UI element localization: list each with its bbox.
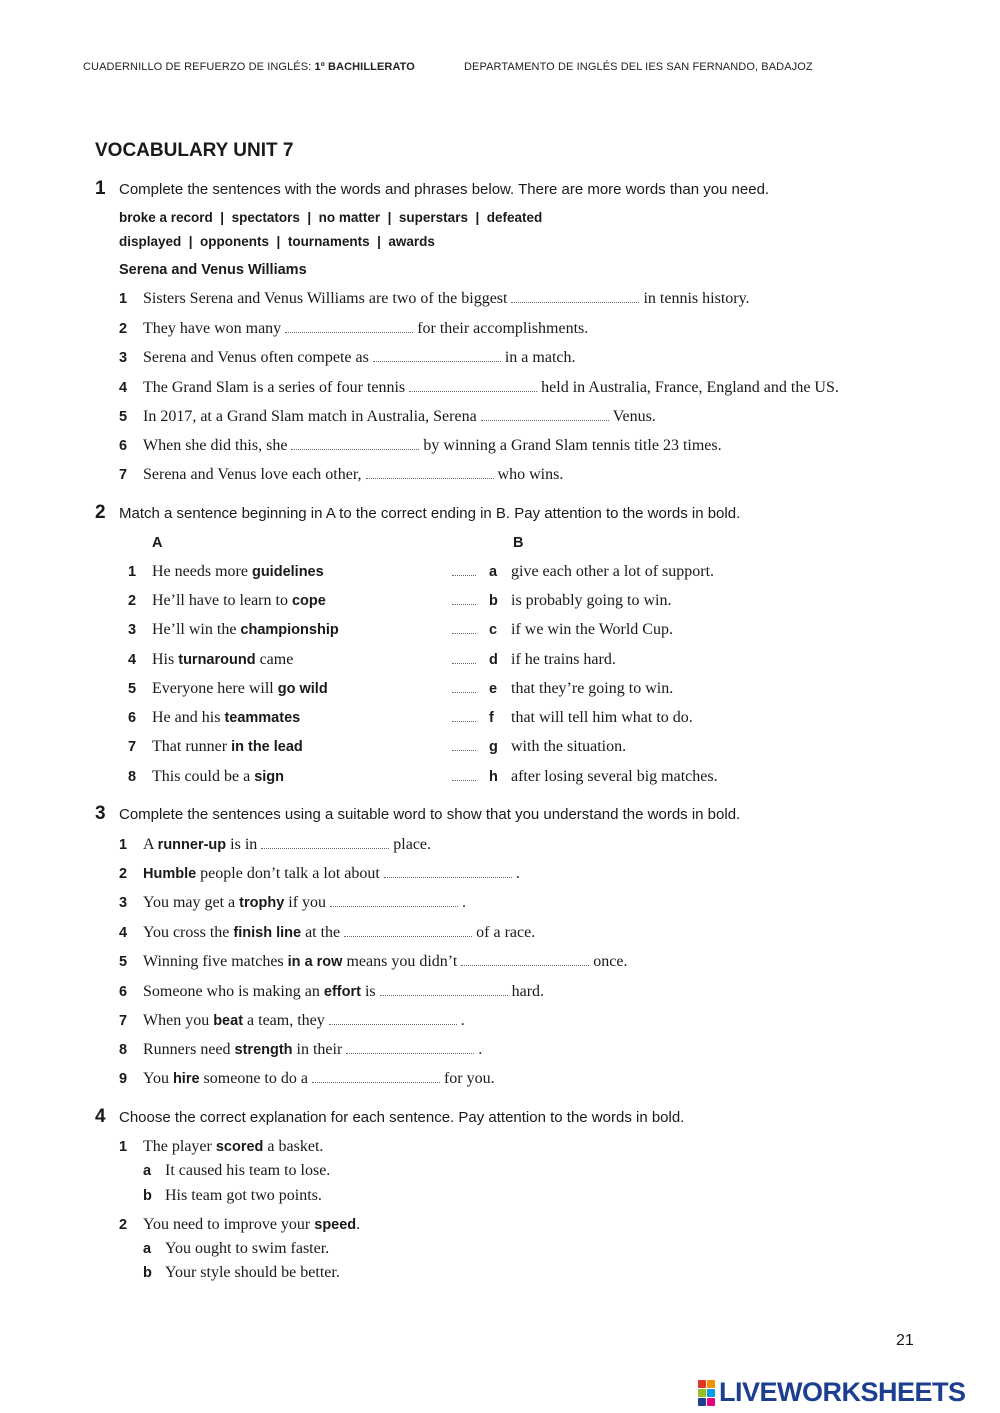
ex3-item: 8 Runners need strength in their . bbox=[119, 1041, 483, 1058]
page-title: VOCABULARY UNIT 7 bbox=[95, 140, 294, 161]
match-blank[interactable] bbox=[452, 750, 476, 751]
exercise-4-number: 4 bbox=[95, 1106, 106, 1127]
exercise-1-subtitle: Serena and Venus Williams bbox=[119, 262, 307, 278]
ex2-ending: g with the situation. bbox=[489, 738, 627, 755]
answer-blank[interactable] bbox=[380, 994, 508, 996]
match-blank[interactable] bbox=[452, 721, 476, 722]
exercise-4-instruction: Choose the correct explanation for each sentence. Pay attention to the words in bold. bbox=[119, 1109, 685, 1126]
answer-blank[interactable] bbox=[291, 448, 419, 450]
ex4-option[interactable]: a You ought to swim faster. bbox=[143, 1240, 330, 1257]
answer-blank[interactable] bbox=[346, 1052, 474, 1054]
ex1-item: 4 The Grand Slam is a series of four tennis held in Australia, France, England and the US. bbox=[119, 379, 839, 396]
ex4-item: 2 You need to improve your speed. bbox=[119, 1216, 361, 1233]
ex2-beginning: 8 This could be a sign bbox=[128, 768, 285, 785]
ex3-item: 6 Someone who is making an effort is hard. bbox=[119, 983, 545, 1000]
match-blank[interactable] bbox=[452, 780, 476, 781]
answer-blank[interactable] bbox=[330, 905, 458, 907]
answer-blank[interactable] bbox=[366, 477, 494, 479]
answer-blank[interactable] bbox=[461, 964, 589, 966]
column-a-heading: A bbox=[152, 535, 163, 551]
answer-blank[interactable] bbox=[511, 301, 639, 303]
ex3-item: 5 Winning five matches in a row means you didn’t once. bbox=[119, 953, 628, 970]
exercise-2-instruction: Match a sentence beginning in A to the correct ending in B. Pay attention to the words in bold. bbox=[119, 505, 741, 522]
ex1-item: 2 They have won many for their accomplishments. bbox=[119, 320, 589, 337]
ex1-item: 6 When she did this, she by winning a Grand Slam tennis title 23 times. bbox=[119, 437, 722, 454]
ex2-beginning: 4 His turnaround came bbox=[128, 651, 294, 668]
header-right: DEPARTAMENTO DE INGLÉS DEL IES SAN FERNANDO, BADAJOZ bbox=[464, 61, 813, 73]
logo-text: LIVEWORKSHEETS bbox=[719, 1377, 966, 1407]
answer-blank[interactable] bbox=[312, 1081, 440, 1083]
ex3-item: 4 You cross the finish line at the of a race. bbox=[119, 924, 536, 941]
ex2-beginning: 1 He needs more guidelines bbox=[128, 563, 324, 580]
ex1-item: 7 Serena and Venus love each other, who wins. bbox=[119, 466, 564, 483]
answer-blank[interactable] bbox=[409, 390, 537, 392]
liveworksheets-logo bbox=[698, 1377, 966, 1408]
answer-blank[interactable] bbox=[344, 935, 472, 937]
ex3-item: 3 You may get a trophy if you . bbox=[119, 894, 467, 911]
answer-blank[interactable] bbox=[261, 847, 389, 849]
ex3-item: 9 You hire someone to do a for you. bbox=[119, 1070, 495, 1087]
answer-blank[interactable] bbox=[329, 1023, 457, 1025]
ex1-item: 3 Serena and Venus often compete as in a match. bbox=[119, 349, 576, 366]
ex4-option[interactable]: a It caused his team to lose. bbox=[143, 1162, 331, 1179]
exercise-1-number: 1 bbox=[95, 178, 106, 199]
word-box-line-1: broke a record | spectators | no matter | superstars | defeated bbox=[119, 210, 543, 225]
logo-grid-icon bbox=[698, 1380, 715, 1406]
ex4-option[interactable]: b Your style should be better. bbox=[143, 1264, 340, 1281]
header-left: CUADERNILLO DE REFUERZO DE INGLÉS: 1º BACHILLERATO bbox=[83, 61, 415, 73]
ex4-item: 1 The player scored a basket. bbox=[119, 1138, 324, 1155]
ex2-beginning: 7 That runner in the lead bbox=[128, 738, 303, 755]
ex1-item: 1 Sisters Serena and Venus Williams are two of the biggest in tennis history. bbox=[119, 290, 750, 307]
ex2-ending: e that they’re going to win. bbox=[489, 680, 674, 697]
ex2-ending: h after losing several big matches. bbox=[489, 768, 718, 785]
ex3-item: 7 When you beat a team, they . bbox=[119, 1012, 465, 1029]
page-number: 21 bbox=[896, 1332, 914, 1349]
ex2-ending: d if he trains hard. bbox=[489, 651, 616, 668]
ex2-beginning: 6 He and his teammates bbox=[128, 709, 301, 726]
word-box-line-2: displayed | opponents | tournaments | awards bbox=[119, 234, 435, 249]
answer-blank[interactable] bbox=[373, 360, 501, 362]
ex1-item: 5 In 2017, at a Grand Slam match in Australia, Serena Venus. bbox=[119, 408, 656, 425]
match-blank[interactable] bbox=[452, 604, 476, 605]
ex4-option[interactable]: b His team got two points. bbox=[143, 1187, 322, 1204]
ex2-ending: a give each other a lot of support. bbox=[489, 563, 715, 580]
ex2-ending: f that will tell him what to do. bbox=[489, 709, 693, 726]
match-blank[interactable] bbox=[452, 633, 476, 634]
ex2-beginning: 5 Everyone here will go wild bbox=[128, 680, 328, 697]
ex2-beginning: 2 He’ll have to learn to cope bbox=[128, 592, 326, 609]
exercise-3-instruction: Complete the sentences using a suitable word to show that you understand the words in bold. bbox=[119, 806, 741, 823]
column-b-heading: B bbox=[513, 535, 524, 551]
match-blank[interactable] bbox=[452, 575, 476, 576]
ex3-item: 1 A runner-up is in place. bbox=[119, 836, 432, 853]
answer-blank[interactable] bbox=[481, 419, 609, 421]
answer-blank[interactable] bbox=[285, 331, 413, 333]
match-blank[interactable] bbox=[452, 692, 476, 693]
answer-blank[interactable] bbox=[384, 876, 512, 878]
ex3-item: 2 Humble people don’t talk a lot about . bbox=[119, 865, 520, 882]
exercise-3-number: 3 bbox=[95, 803, 106, 824]
match-blank[interactable] bbox=[452, 663, 476, 664]
ex2-ending: c if we win the World Cup. bbox=[489, 621, 673, 638]
exercise-2-number: 2 bbox=[95, 502, 106, 523]
exercise-1-instruction: Complete the sentences with the words and phrases below. There are more words than you need. bbox=[119, 181, 770, 198]
ex2-ending: b is probably going to win. bbox=[489, 592, 672, 609]
ex2-beginning: 3 He’ll win the championship bbox=[128, 621, 339, 638]
